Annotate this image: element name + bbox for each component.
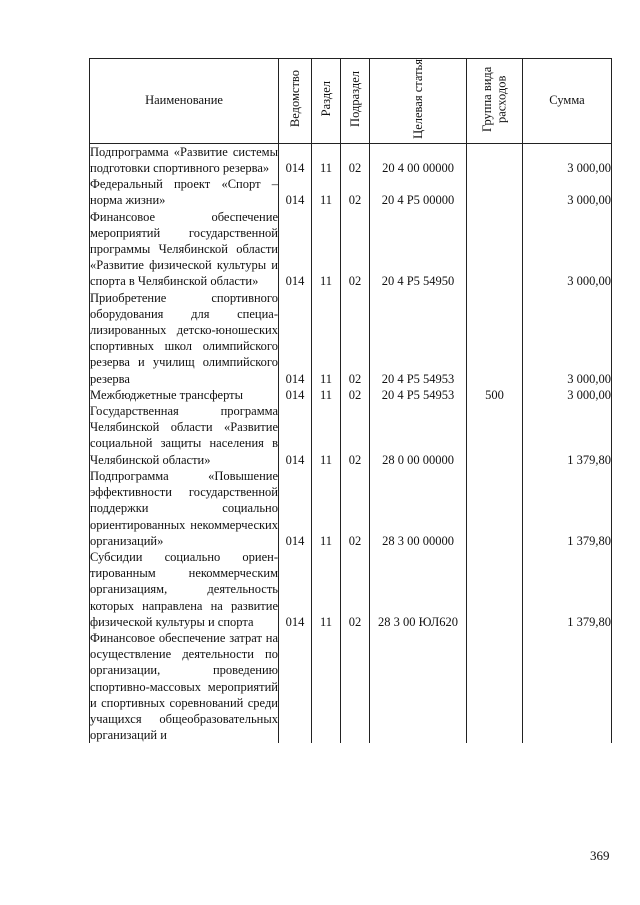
- row-dept: 014: [279, 290, 312, 387]
- table-row: [90, 468, 612, 549]
- row-section: 11: [312, 549, 341, 630]
- header-target: Целевая статья: [370, 59, 467, 144]
- header-subsection: Подраздел: [341, 59, 370, 144]
- row-group: [467, 176, 523, 208]
- row-section: 11: [312, 387, 341, 403]
- row-dept: 014: [279, 209, 312, 290]
- header-row: [90, 59, 612, 144]
- row-sum: 3 000,00: [523, 290, 612, 387]
- row-subsection: 02: [341, 209, 370, 290]
- table-row: [90, 387, 612, 403]
- row-group: [467, 630, 523, 743]
- row-target: [370, 630, 467, 743]
- table-row: [90, 549, 612, 630]
- row-group: [467, 209, 523, 290]
- row-name: Межбюджетные трансферты: [90, 387, 279, 403]
- row-group: [467, 290, 523, 387]
- row-subsection: 02: [341, 468, 370, 549]
- row-name: Федеральный проект «Спорт – норма жизни»: [90, 177, 278, 208]
- header-sum: Сумма: [523, 59, 612, 144]
- row-group: 500: [467, 387, 523, 403]
- row-group: [467, 403, 523, 468]
- row-dept: 014: [279, 468, 312, 549]
- row-section: 11: [312, 468, 341, 549]
- row-subsection: 02: [341, 387, 370, 403]
- table-row: [90, 630, 612, 743]
- row-name: Приобретение спортивного оборудования для специализированных детско-юношеских спортивных школ олимпийского резерва и училищ олимпийского резерва: [90, 290, 278, 386]
- row-target: 20 4 P5 00000: [370, 176, 467, 208]
- row-dept: [279, 630, 312, 743]
- row-section: 11: [312, 143, 341, 176]
- row-name: Финансовое обеспечение затрат на осуществление деятельности по организации, проведению спортивно-массовых мероприятий и спортивных соревнований среди учащихся общеобразовательных организаций и: [90, 630, 278, 743]
- row-section: 11: [312, 403, 341, 468]
- table-row: [90, 143, 612, 176]
- row-name: Подпрограмма «Развитие системы подготовки спортивного резерва»: [90, 144, 278, 176]
- budget-table: [89, 58, 612, 743]
- row-sum: 1 379,80: [523, 468, 612, 549]
- row-sum: 3 000,00: [523, 387, 612, 403]
- row-dept: 014: [279, 387, 312, 403]
- row-sum: 1 379,80: [523, 549, 612, 630]
- row-name: Подпрограмма «Повышение эффективности государственной поддержки социально ориентированных некоммерческих организаций»: [90, 468, 278, 548]
- row-section: [312, 630, 341, 743]
- header-dept: Ведомство: [279, 59, 312, 144]
- row-group: [467, 549, 523, 630]
- table-row: [90, 290, 612, 387]
- row-target: 20 4 00 00000: [370, 143, 467, 176]
- row-target: 28 3 00 00000: [370, 468, 467, 549]
- row-name: Государственная программа Челябинской области «Развитие социальной защиты населения в Челябинской области»: [90, 404, 278, 467]
- row-section: 11: [312, 290, 341, 387]
- row-dept: 014: [279, 549, 312, 630]
- row-sum: 3 000,00: [523, 176, 612, 208]
- header-group: Группа вида расходов: [467, 59, 523, 144]
- row-target: 20 4 P5 54953: [370, 387, 467, 403]
- row-group: [467, 143, 523, 176]
- row-subsection: 02: [341, 403, 370, 468]
- row-sum: [523, 630, 612, 743]
- row-group: [467, 468, 523, 549]
- row-sum: 1 379,80: [523, 403, 612, 468]
- row-subsection: 02: [341, 176, 370, 208]
- row-dept: 014: [279, 403, 312, 468]
- row-subsection: 02: [341, 290, 370, 387]
- table-body: [90, 143, 612, 743]
- row-section: 11: [312, 176, 341, 208]
- row-target: 28 0 00 00000: [370, 403, 467, 468]
- row-target: 28 3 00 ЮЛ620: [370, 549, 467, 630]
- row-subsection: 02: [341, 549, 370, 630]
- row-name: Субсидии социально ориентированным некоммерческим организациям, деятельность которых направлена на развитие физической культуры и спорта: [90, 549, 278, 629]
- row-subsection: [341, 630, 370, 743]
- table-row: [90, 403, 612, 468]
- row-sum: 3 000,00: [523, 209, 612, 290]
- row-dept: 014: [279, 176, 312, 208]
- row-section: 11: [312, 209, 341, 290]
- header-name: Наименование: [90, 59, 279, 144]
- page-number: 369: [590, 848, 610, 863]
- row-name: Финансовое обеспечение мероприятий государственной программы Челябинской области «Развитие физической культуры и спорта в Челябинской области»: [90, 209, 278, 289]
- row-target: 20 4 P5 54950: [370, 209, 467, 290]
- row-target: 20 4 P5 54953: [370, 290, 467, 387]
- table-row: [90, 176, 612, 208]
- header-section: Раздел: [312, 59, 341, 144]
- row-sum: 3 000,00: [523, 143, 612, 176]
- row-dept: 014: [279, 143, 312, 176]
- row-subsection: 02: [341, 143, 370, 176]
- table-row: [90, 209, 612, 290]
